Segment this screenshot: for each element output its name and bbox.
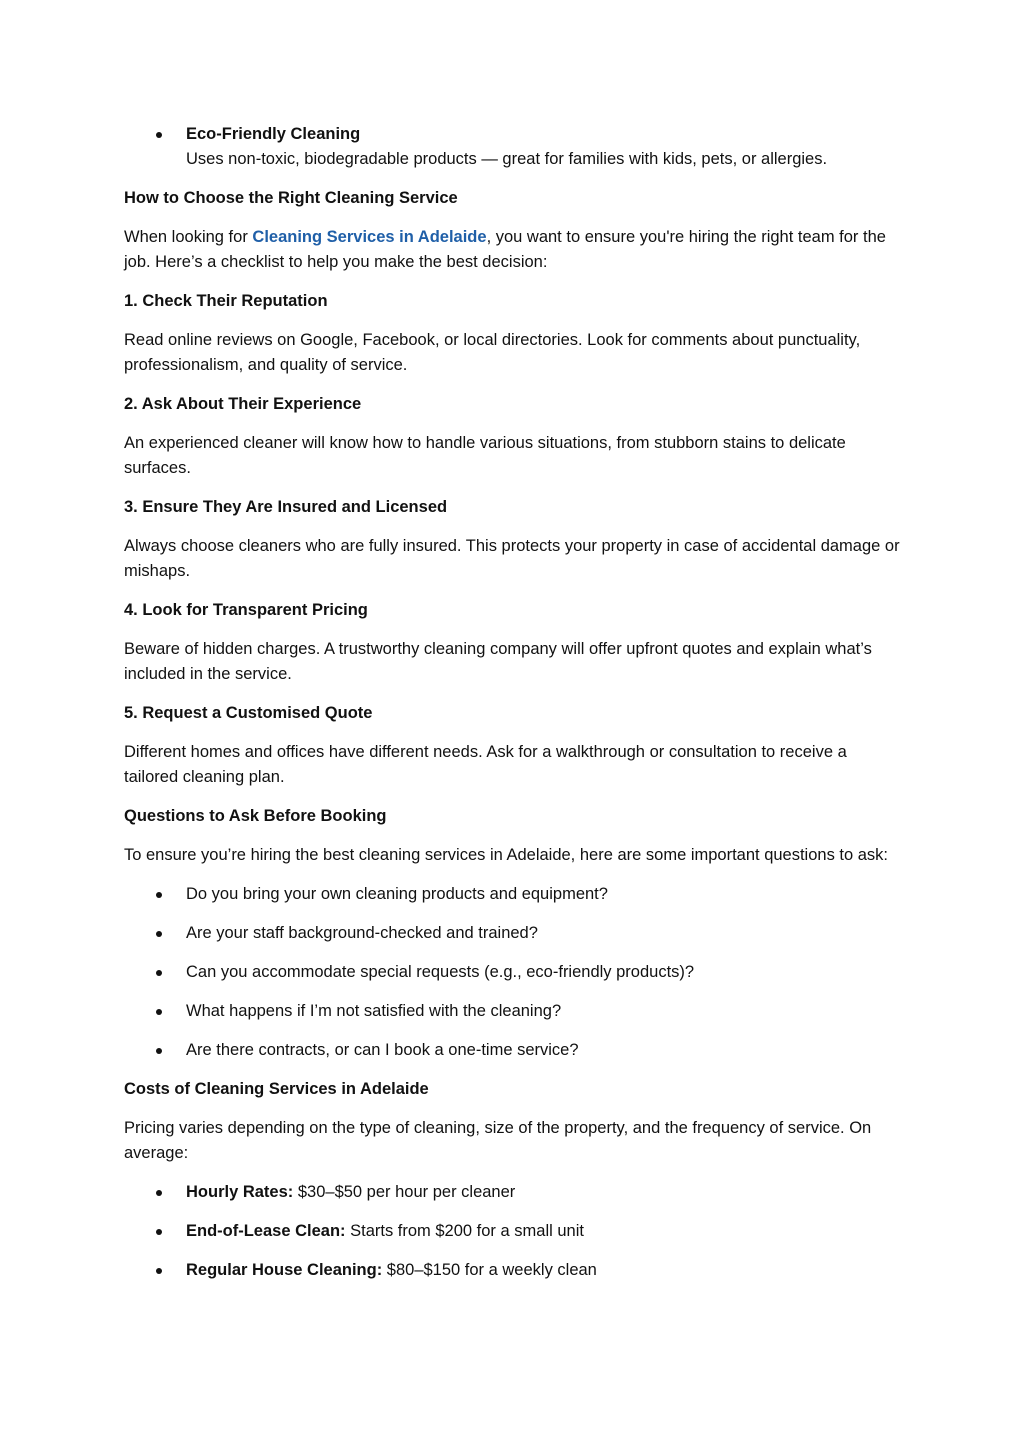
question-text: What happens if I’m not satisfied with the cleaning? — [186, 1002, 562, 1020]
bullet-icon — [156, 1268, 162, 1274]
step-text: Always choose cleaners who are fully insured. This protects your property in case of accidental damage or mishaps. — [124, 537, 900, 580]
eco-list — [124, 122, 904, 172]
list-item — [124, 999, 904, 1024]
cost-label: Regular House Cleaning: — [186, 1261, 383, 1279]
list-item — [124, 1258, 904, 1283]
section-heading-choose: How to Choose the Right Cleaning Service — [124, 189, 458, 207]
section-heading-questions: Questions to Ask Before Booking — [124, 807, 387, 825]
list-item — [124, 882, 904, 907]
document-body — [124, 122, 904, 1283]
step-text: An experienced cleaner will know how to handle various situations, from stubborn stains to delicate surfaces. — [124, 434, 846, 477]
step-title: 1. Check Their Reputation — [124, 292, 328, 310]
questions-list — [124, 882, 904, 1063]
cost-value: Starts from $200 for a small unit — [345, 1222, 584, 1240]
bullet-icon — [156, 132, 162, 138]
bullet-icon — [156, 1190, 162, 1196]
bullet-icon — [156, 1229, 162, 1235]
cost-value: $30–$50 per hour per cleaner — [293, 1183, 516, 1201]
step-text: Beware of hidden charges. A trustworthy cleaning company will offer upfront quotes and explain what’s included in the service. — [124, 640, 872, 683]
bullet-icon — [156, 970, 162, 976]
costs-intro: Pricing varies depending on the type of cleaning, size of the property, and the frequency of service. On average: — [124, 1119, 872, 1162]
cost-label: End-of-Lease Clean: — [186, 1222, 346, 1240]
list-item — [124, 921, 904, 946]
step-title: 4. Look for Transparent Pricing — [124, 601, 368, 619]
step-text: Different homes and offices have different needs. Ask for a walkthrough or consultation to receive a tailored cleaning plan. — [124, 743, 847, 786]
intro-text-before: When looking for — [124, 228, 253, 246]
cost-label: Hourly Rates: — [186, 1183, 294, 1201]
cost-value: $80–$150 for a weekly clean — [382, 1261, 597, 1279]
list-item — [124, 122, 904, 172]
section-heading-costs: Costs of Cleaning Services in Adelaide — [124, 1080, 429, 1098]
list-item — [124, 1219, 904, 1244]
bullet-icon — [156, 1048, 162, 1054]
costs-list — [124, 1180, 904, 1283]
bullet-icon — [156, 892, 162, 898]
eco-title: Eco-Friendly Cleaning — [186, 125, 361, 143]
question-text: Can you accommodate special requests (e.g., eco-friendly products)? — [186, 963, 695, 981]
intro-text-after: , you want to ensure you're hiring the right team for the job. Here’s a checklist to help you make the best decision: — [124, 228, 886, 271]
bullet-icon — [156, 1009, 162, 1015]
list-item — [124, 960, 904, 985]
step-title: 3. Ensure They Are Insured and Licensed — [124, 498, 448, 516]
question-text: Are there contracts, or can I book a one-time service? — [186, 1041, 579, 1059]
step-title: 2. Ask About Their Experience — [124, 395, 362, 413]
bullet-icon — [156, 931, 162, 937]
list-item — [124, 1038, 904, 1063]
list-item — [124, 1180, 904, 1205]
choose-intro — [124, 225, 904, 275]
eco-description: Uses non-toxic, biodegradable products — great for families with kids, pets, or allergies. — [186, 150, 828, 168]
questions-intro: To ensure you’re hiring the best cleaning services in Adelaide, here are some important questions to ask: — [124, 846, 889, 864]
step-text: Read online reviews on Google, Facebook, or local directories. Look for comments about punctuality, professionalism, and quality of service. — [124, 331, 861, 374]
step-title: 5. Request a Customised Quote — [124, 704, 373, 722]
question-text: Are your staff background-checked and trained? — [186, 924, 538, 942]
cleaning-services-link[interactable]: Cleaning Services in Adelaide — [252, 228, 487, 246]
question-text: Do you bring your own cleaning products and equipment? — [186, 885, 608, 903]
